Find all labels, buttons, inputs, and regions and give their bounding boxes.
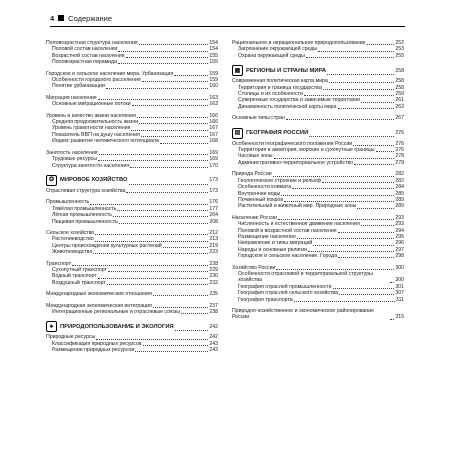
- toc-entry[interactable]: [232, 104, 404, 110]
- entry-title: Основные миграционные потоки: [52, 101, 131, 108]
- page-ref: 315: [395, 314, 404, 321]
- page-ref: 235: [209, 291, 218, 298]
- dot-leader: [376, 151, 395, 152]
- dot-leader: [297, 238, 395, 239]
- entry-title: Лёгкая промышленность: [52, 212, 112, 219]
- page-ref: 300: [395, 277, 404, 284]
- toc-entry[interactable]: [232, 203, 404, 209]
- entry-title: Структура занятости населения: [52, 162, 130, 169]
- dot-leader: [95, 234, 208, 235]
- page-ref: 301: [395, 283, 404, 290]
- page-ref: 228: [209, 260, 218, 267]
- page-ref: 169: [209, 149, 218, 156]
- page-ref: 242: [209, 334, 218, 341]
- page-ref: 159: [209, 70, 218, 77]
- entry-title: Столицы и их особенности: [238, 91, 303, 98]
- page-ref: 213: [209, 236, 218, 243]
- entry-title: Хозяйство России: [232, 264, 276, 271]
- entry-title: Часовые зоны: [238, 153, 273, 160]
- entry-title: Тяжёлая промышленность: [52, 205, 117, 212]
- section-title: ГЕОГРАФИЯ РОССИИ: [246, 129, 309, 136]
- dot-leader: [95, 241, 209, 242]
- dot-leader: [304, 95, 394, 96]
- page-ref: 284: [395, 184, 404, 191]
- page-ref: 297: [395, 246, 404, 253]
- dot-leader: [313, 245, 394, 246]
- dot-leader: [113, 216, 208, 217]
- entry-title: Административно-территориальное устройство: [238, 159, 354, 166]
- page-ref: 258: [395, 67, 404, 74]
- toc-entry[interactable]: [232, 297, 404, 303]
- page-ref: 293: [395, 214, 404, 221]
- dot-leader: [118, 63, 208, 64]
- page-ref: 170: [209, 162, 218, 169]
- page-ref: 282: [395, 177, 404, 184]
- section-title: ПРИРОДОПОЛЬЗОВАНИЕ И ЭКОЛОГИЯ: [60, 323, 174, 330]
- dot-leader: [353, 145, 394, 146]
- page-ref: 208: [209, 218, 218, 225]
- page-ref: 177: [209, 205, 218, 212]
- entry-title: География отраслей сельского хозяйства: [238, 290, 339, 297]
- toc-column-right: [232, 40, 404, 321]
- page-ref: 219: [209, 242, 218, 249]
- page-ref: 278: [395, 153, 404, 160]
- toc-section-heading[interactable]: [46, 321, 218, 332]
- page-ref: 276: [395, 147, 404, 154]
- entry-title: Сельское хозяйство: [46, 229, 95, 236]
- page-ref: 261: [395, 97, 404, 104]
- toc-entry[interactable]: [46, 163, 218, 169]
- page-ref: 163: [209, 101, 218, 108]
- dot-leader: [72, 265, 208, 266]
- entry-title: География отраслей промышленности: [238, 283, 332, 290]
- dot-leader: [338, 108, 395, 109]
- entry-title: Природные ресурсы: [46, 334, 96, 341]
- entry-title: Классификация природных ресурсов: [52, 340, 142, 347]
- dot-leader: [284, 201, 394, 202]
- toc-entry[interactable]: [46, 188, 218, 194]
- toc-entry[interactable]: [232, 308, 404, 321]
- entry-title: Природно-хозяйственное и экономическое районирование России: [232, 308, 375, 321]
- dot-leader: [106, 88, 209, 89]
- page-ref: 166: [209, 112, 218, 119]
- entry-title: Половой состав населения: [52, 46, 118, 53]
- entry-title: Растениеводство: [52, 236, 94, 243]
- toc-entry[interactable]: [232, 53, 404, 59]
- dot-leader: [126, 192, 208, 193]
- entry-title: Половозрастная структура населения: [46, 40, 138, 46]
- section-icon: ▤: [232, 128, 243, 139]
- page-ref: 160: [209, 83, 218, 90]
- entry-title: Геологическое строение и рельеф: [238, 177, 322, 184]
- page-ref: 311: [395, 296, 404, 303]
- dot-leader: [361, 225, 395, 226]
- toc-entry[interactable]: [46, 219, 218, 225]
- page-ref: 154: [209, 46, 218, 53]
- toc-entry[interactable]: [46, 249, 218, 255]
- entry-title: Понятие урбанизации: [52, 83, 105, 90]
- dot-leader: [333, 288, 395, 289]
- toc-column-left: [46, 40, 218, 354]
- page-ref: 296: [395, 240, 404, 247]
- dot-leader: [338, 257, 394, 258]
- dot-leader: [308, 251, 394, 252]
- dot-leader: [96, 339, 208, 340]
- entry-title: Промышленность: [46, 199, 90, 206]
- entry-title: Международная экономическая интеграция: [46, 302, 152, 309]
- dot-leader: [143, 345, 209, 346]
- page-ref: 159: [209, 77, 218, 84]
- toc-entry[interactable]: [46, 101, 218, 107]
- dot-leader: [274, 158, 395, 159]
- page-title: Содержание: [68, 14, 113, 23]
- page-ref: 259: [395, 91, 404, 98]
- dot-leader: [292, 188, 394, 189]
- dot-leader: [367, 44, 395, 45]
- dot-leader: [278, 219, 394, 220]
- dot-leader: [273, 176, 395, 177]
- page-ref: 173: [209, 177, 218, 184]
- dot-leader: [142, 81, 209, 82]
- page-ref: 176: [209, 199, 218, 206]
- entry-title: Размещение природных ресурсов: [52, 347, 135, 354]
- dot-leader: [318, 51, 394, 52]
- dot-leader: [141, 136, 209, 137]
- entry-title: Сухопутный транспорт: [52, 266, 107, 273]
- entry-title: Миграция населения: [46, 94, 97, 101]
- page-ref: 155: [209, 52, 218, 59]
- page-ref: 212: [209, 229, 218, 236]
- page-ref: 295: [395, 233, 404, 240]
- entry-title: Международные экономические отношения: [46, 291, 152, 298]
- dot-leader: [181, 313, 208, 314]
- header-square-icon: [58, 15, 64, 21]
- entry-title: Динамичность политической карты мира: [238, 103, 337, 110]
- dot-leader: [322, 182, 394, 183]
- entry-title: Показатель ВВП на душу населения: [52, 131, 140, 138]
- toc-entry[interactable]: [46, 291, 218, 297]
- page-ref: 255: [395, 52, 404, 59]
- entry-title: Загрязнение окружающей среды: [238, 46, 318, 53]
- toc-entry[interactable]: [46, 59, 218, 65]
- page-header: [50, 14, 405, 27]
- entry-title: Территория и акватория, морские и сухопутные границы: [238, 147, 375, 154]
- page-ref: 238: [209, 309, 218, 315]
- entry-title: Городское и сельское население мира. Урбанизация: [46, 70, 174, 77]
- entry-title: Численность и естественное движение населения: [238, 221, 360, 228]
- dot-leader: [163, 247, 209, 248]
- dot-leader: [175, 330, 209, 331]
- page-ref: 243: [209, 347, 218, 354]
- page-ref: 242: [209, 323, 218, 330]
- toc-section-heading[interactable]: [232, 128, 404, 139]
- entry-title: Территория и граница государства: [238, 84, 322, 91]
- page-ref: 300: [395, 264, 404, 271]
- toc-entry[interactable]: [232, 271, 404, 284]
- dot-leader: [130, 167, 208, 168]
- page-ref: 294: [395, 227, 404, 234]
- entry-title: Внутренние воды: [238, 190, 281, 197]
- page-ref: 252: [395, 40, 404, 46]
- toc-section-heading[interactable]: [46, 175, 218, 186]
- entry-title: Занятость населения: [46, 149, 98, 156]
- page-ref: 168: [209, 138, 218, 145]
- entry-title: Транспорт: [46, 260, 71, 267]
- dot-leader: [93, 253, 208, 254]
- entry-title: Народы и основные религии: [238, 246, 307, 253]
- dot-leader: [90, 204, 208, 205]
- entry-title: Почвенный покров: [238, 196, 284, 203]
- entry-title: Средняя продолжительность жизни: [52, 119, 139, 126]
- entry-title: Население России: [232, 214, 278, 221]
- dot-leader: [135, 351, 208, 352]
- entry-title: Возрастной состав населения: [52, 52, 125, 59]
- entry-title: Половой и возрастной состав населения: [238, 227, 337, 234]
- page-ref: 258: [395, 78, 404, 85]
- dot-leader: [281, 195, 394, 196]
- page-ref: 258: [395, 84, 404, 91]
- entry-title: Трудовые ресурсы: [52, 156, 97, 163]
- entry-title: География транспорта: [238, 296, 293, 303]
- dot-leader: [117, 210, 208, 211]
- toc-entry[interactable]: [232, 253, 404, 259]
- dot-leader: [338, 232, 395, 233]
- dot-leader: [98, 160, 208, 161]
- page-ref: 229: [209, 266, 218, 273]
- page-ref: 237: [209, 302, 218, 309]
- entry-title: Рациональное и нерациональное природопользование: [232, 40, 366, 46]
- page-ref: 276: [395, 129, 404, 136]
- section-title: РЕГИОНЫ И СТРАНЫ МИРА: [246, 67, 327, 74]
- toc-section-heading[interactable]: [232, 65, 404, 76]
- entry-title: Направление и типы миграций: [238, 240, 313, 247]
- dot-leader: [139, 123, 208, 124]
- toc-entry[interactable]: [46, 83, 218, 89]
- page-ref: 173: [209, 187, 218, 194]
- entry-title: Современная политическая карта мира: [232, 78, 328, 85]
- dot-leader: [99, 154, 209, 155]
- entry-title: Уровень и качество жизни населения: [46, 112, 136, 119]
- dot-leader: [354, 164, 394, 165]
- page-ref: 166: [209, 119, 218, 126]
- toc-entry[interactable]: [46, 309, 218, 315]
- page-ref: 307: [395, 290, 404, 297]
- entry-title: Центры происхождения культурных растений: [52, 242, 162, 249]
- entry-title: Пищевая промышленность: [52, 218, 118, 225]
- dot-leader: [153, 295, 208, 296]
- page-ref: 298: [395, 253, 404, 260]
- dot-leader: [107, 284, 209, 285]
- entry-title: Размещение населения: [238, 233, 296, 240]
- entry-title: Воздушный транспорт: [52, 279, 106, 286]
- dot-leader: [98, 278, 209, 279]
- entry-title: Особенности географического положения России: [232, 140, 353, 147]
- page-ref: 230: [209, 273, 218, 280]
- entry-title: Охрана окружающей среды: [238, 52, 305, 59]
- dot-leader: [174, 75, 208, 76]
- entry-title: Растительный и животный мир. Природные зоны: [238, 203, 357, 210]
- page-ref: 276: [395, 140, 404, 147]
- dot-leader: [361, 102, 394, 103]
- entry-title: Природа России: [232, 171, 272, 178]
- page-ref: 232: [209, 279, 218, 286]
- page-ref: 169: [209, 156, 218, 163]
- dot-leader: [306, 57, 394, 58]
- dot-leader: [309, 136, 394, 137]
- toc-entry[interactable]: [46, 138, 218, 144]
- page-ref: 155: [209, 59, 218, 66]
- entry-title: Уровень грамотности населения: [52, 125, 131, 132]
- dot-leader: [323, 89, 395, 90]
- page-ref: 267: [395, 115, 404, 122]
- dot-leader: [139, 44, 209, 45]
- entry-title: Городское и сельское население. Города: [238, 253, 338, 260]
- page-ref: 278: [395, 159, 404, 166]
- dot-leader: [119, 223, 209, 224]
- page-ref: 243: [209, 340, 218, 347]
- dot-leader: [294, 301, 395, 302]
- dot-leader: [339, 294, 394, 295]
- section-icon: ♣: [46, 321, 57, 332]
- entry-title: Особенности городского расселения: [52, 77, 141, 84]
- page-ref: 154: [209, 40, 218, 46]
- entry-title: Суверенные государства и зависимые территории: [238, 97, 361, 104]
- page-ref: 223: [209, 249, 218, 256]
- entry-title: Основные типы стран: [232, 115, 285, 122]
- page-ref: 293: [395, 221, 404, 228]
- toc-entry[interactable]: [232, 115, 404, 121]
- page-ref: 289: [395, 196, 404, 203]
- page-ref: 285: [395, 190, 404, 197]
- toc-entry[interactable]: [46, 347, 218, 353]
- page-ref: 263: [395, 103, 404, 110]
- entry-title: Интеграционные региональные и отраслевые союзы: [52, 309, 180, 315]
- dot-leader: [390, 319, 394, 320]
- entry-title: Животноводство: [52, 249, 93, 256]
- dot-leader: [126, 57, 209, 58]
- page-ref: 204: [209, 212, 218, 219]
- entry-title: Индекс развития человеческого потенциала: [52, 138, 159, 145]
- entry-title: Отраслевая структура хозяйства: [46, 187, 126, 194]
- entry-title: Водный транспорт: [52, 273, 97, 280]
- page-ref: 289: [395, 203, 404, 210]
- dot-leader: [286, 119, 394, 120]
- page-number: 4: [50, 14, 55, 23]
- page-ref: 167: [209, 131, 218, 138]
- dot-leader: [327, 74, 394, 75]
- section-title: МИРОВОЕ ХОЗЯЙСТВО: [60, 177, 128, 184]
- entry-title: Особенности отраслевой и территориальной структуры хозяйства: [238, 270, 373, 284]
- entry-title: Половозрастная пирамида: [52, 59, 117, 66]
- dot-leader: [108, 271, 208, 272]
- page-ref: 253: [395, 46, 404, 53]
- dot-leader: [137, 117, 208, 118]
- page-ref: 163: [209, 94, 218, 101]
- dot-leader: [329, 82, 394, 83]
- dot-leader: [98, 99, 209, 100]
- dot-leader: [132, 105, 209, 106]
- section-icon: ✪: [46, 175, 57, 186]
- dot-leader: [390, 282, 394, 283]
- toc-entry[interactable]: [232, 160, 404, 166]
- section-icon: ▦: [232, 65, 243, 76]
- dot-leader: [153, 307, 209, 308]
- dot-leader: [160, 143, 209, 144]
- page-ref: 282: [395, 171, 404, 178]
- page-ref: 167: [209, 125, 218, 132]
- dot-leader: [276, 269, 394, 270]
- entry-title: Особенности климата: [238, 184, 292, 191]
- toc-entry[interactable]: [46, 280, 218, 286]
- dot-leader: [357, 208, 394, 209]
- dot-leader: [129, 184, 209, 185]
- dot-leader: [131, 130, 208, 131]
- dot-leader: [118, 51, 208, 52]
